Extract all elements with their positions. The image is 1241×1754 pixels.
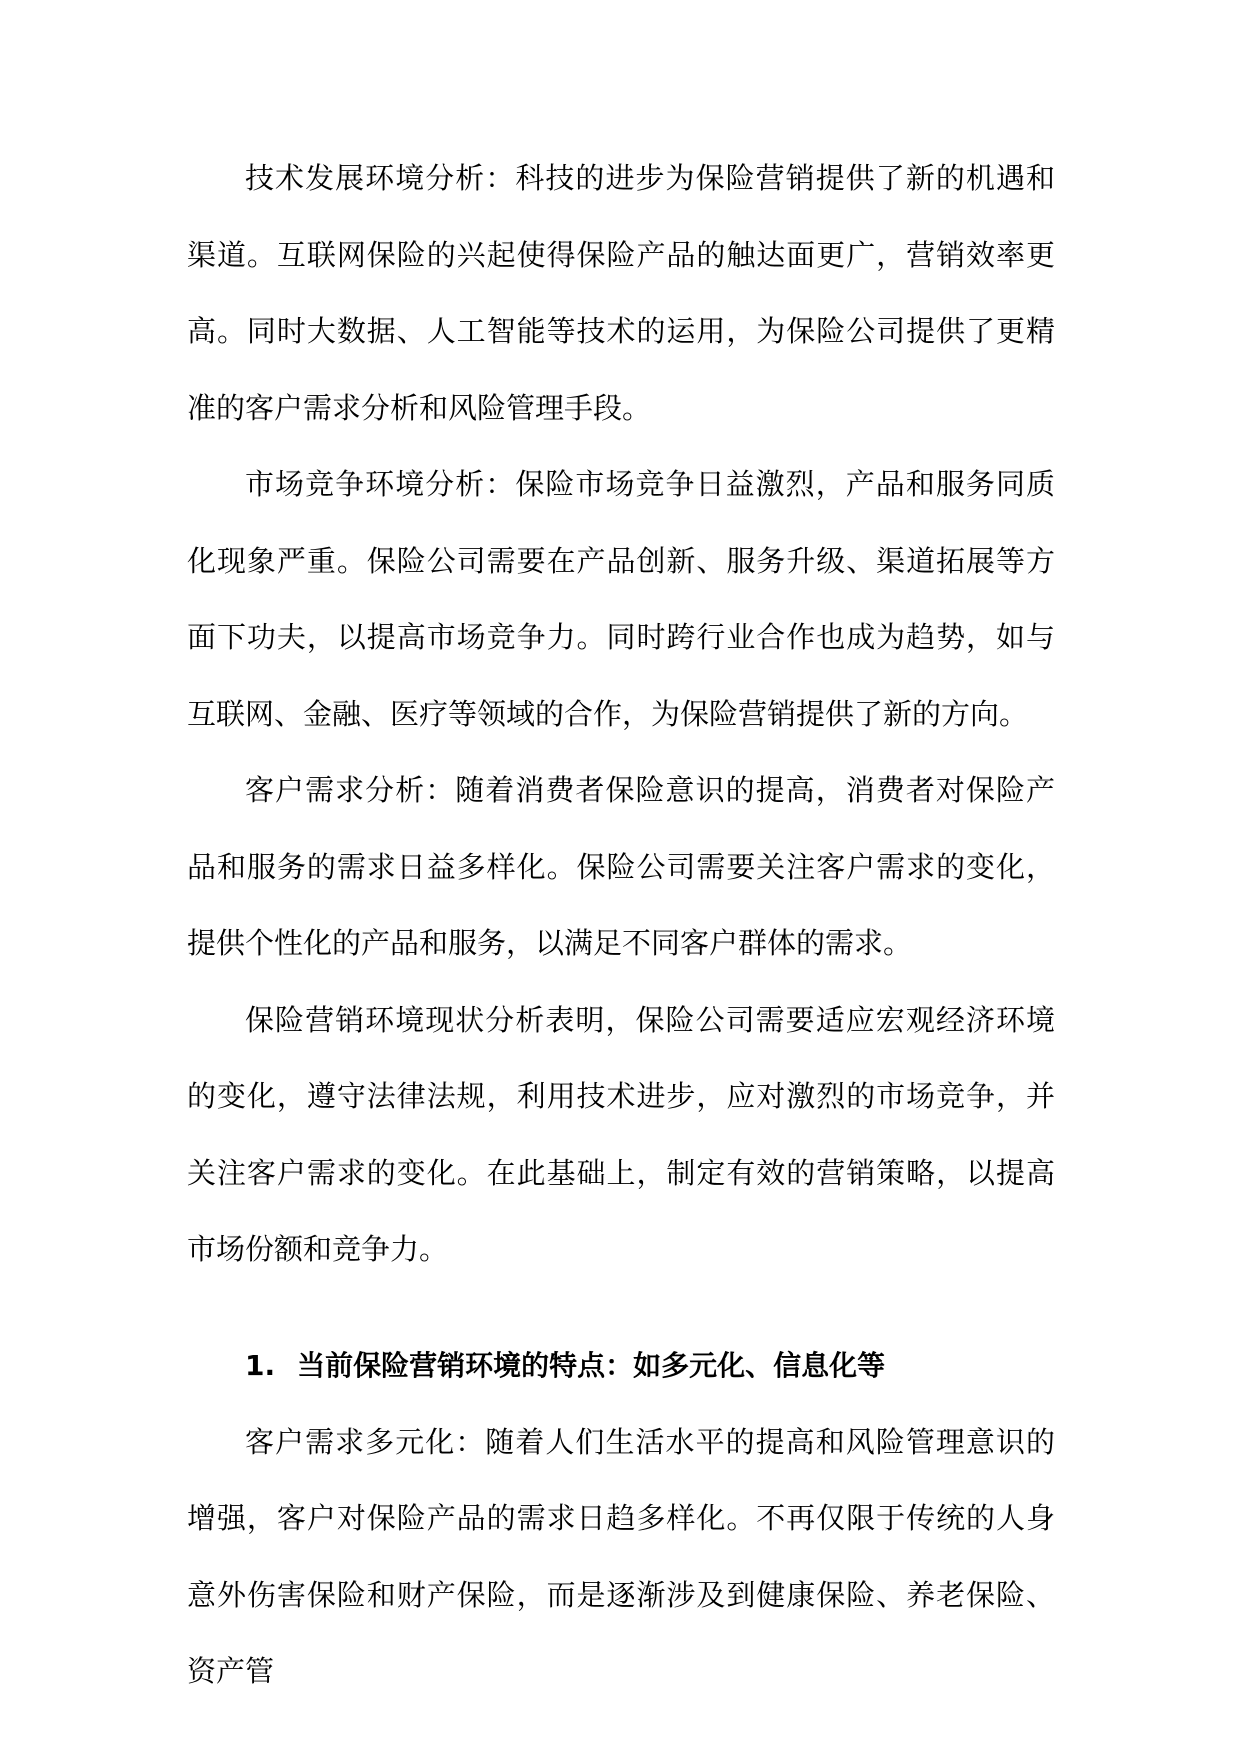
section-heading-text: 当前保险营销环境的特点：如多元化、信息化等 xyxy=(297,1348,886,1382)
section-heading-number: 1. xyxy=(245,1348,276,1382)
paragraph-market-competition: 市场竞争环境分析：保险市场竞争日益激烈，产品和服务同质化现象严重。保险公司需要在产品创新、服务升级、渠道拓展等方面下功夫，以提高市场竞争力。同时跨行业合作也成为趋势，如与互联网、金融、医疗等领域的合作，为保险营销提供了新的方向。 xyxy=(187,467,1055,731)
paragraph-summary: 保险营销环境现状分析表明，保险公司需要适应宏观经济环境的变化，遵守法律法规，利用技术进步，应对激烈的市场竞争，并关注客户需求的变化。在此基础上，制定有效的营销策略，以提高市场份额和竞争力。 xyxy=(187,1002,1055,1266)
paragraph-customer-demand: 客户需求分析：随着消费者保险意识的提高，消费者对保险产品和服务的需求日益多样化。保险公司需要关注客户需求的变化，提供个性化的产品和服务，以满足不同客户群体的需求。 xyxy=(187,773,1055,960)
paragraph-tech-environment: 技术发展环境分析：科技的进步为保险营销提供了新的机遇和渠道。互联网保险的兴起使得保险产品的触达面更广，营销效率更高。同时大数据、人工智能等技术的运用，为保险公司提供了更精准的客户需求分析和风险管理手段。 xyxy=(187,161,1055,425)
paragraph-diversified-demand: 客户需求多元化：随着人们生活水平的提高和风险管理意识的增强，客户对保险产品的需求日趋多样化。不再仅限于传统的人身意外伤害保险和财产保险，而是逐渐涉及到健康保险、养老保险、资产管 xyxy=(187,1424,1055,1688)
section-heading xyxy=(187,1328,1055,1404)
document-body xyxy=(187,140,1055,1710)
